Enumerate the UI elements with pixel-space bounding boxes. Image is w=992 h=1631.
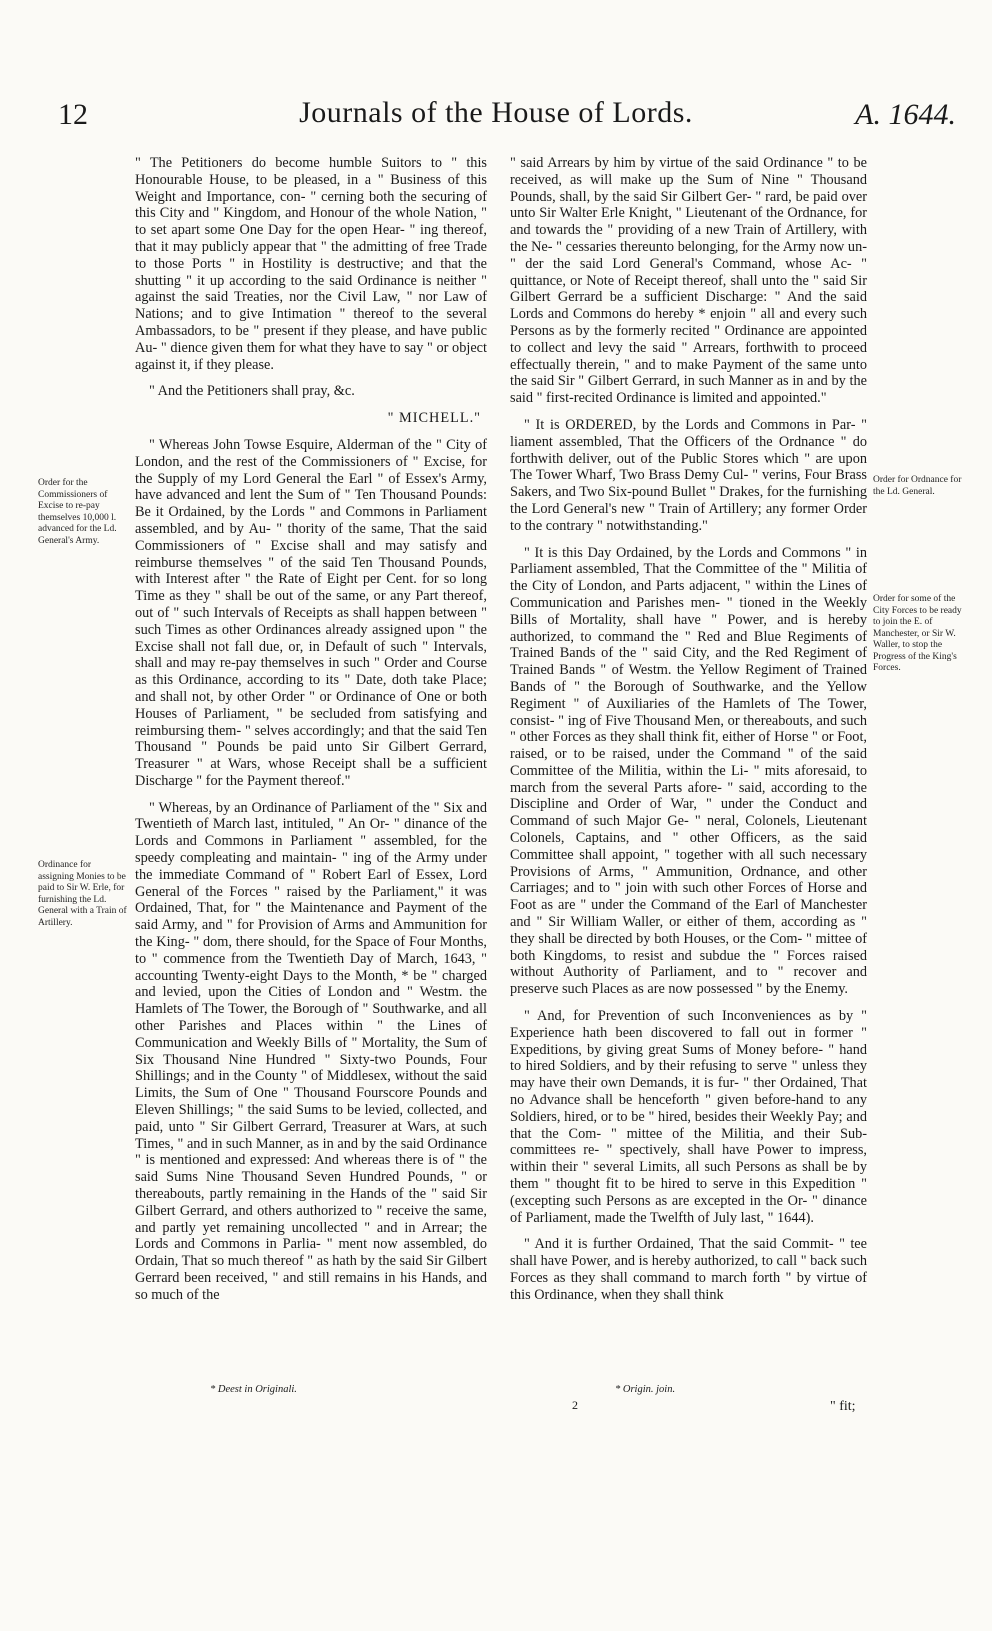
catchword: " fit; (830, 1399, 856, 1414)
running-title: Journals of the House of Lords. (299, 96, 693, 129)
margin-note-gerrard-ordinance: Ordinance for assigning Monies to be paid to Sir W. Erle, for furnishing the Ld. General with a Train of Artillery. (38, 860, 127, 928)
margin-note-city-forces-order: Order for some of the City Forces to be ready to join the E. of Manchester, or Sir W. Waller, to stop the Progress of the King's Forces. (873, 594, 962, 673)
prevention-paragraph: " And, for Prevention of such Inconveniences as by " Experience hath been discovered to fall out in former " Expeditions, by giving great Sums of Money before- " hand to hired Soldiers, and by their refusing to serve " unless they may have their own Demands, it is fur- " ther Ordained, That no Advance shall be henceforth " given before-hand to any Soldiers, hired, or to be " hired, besides their Weekly Pay; and that the Com- " mittee of the Militia, and their Sub-committees re- " spectively, shall have Power to impress, within their " several Limits, all such Persons as shall be by them " thought fit to be hired to serve in this Expedition " (excepting such Persons as are excepted in the Or- " dinance of Parliament, made the Twelfth of July last, " 1644). (510, 1008, 867, 1226)
militia-order-paragraph: " It is this Day Ordained, by the Lords and Commons " in Parliament assembled, That the Committee of the " Militia of the City of London, and Parts adjacent, " within the Lines of Communication and Parishes men- " tioned in the Weekly Bills of Mortality, shall have " Power, and is hereby authorized, to command the " Red and Blue Regiments of Trained Bands of the " said City, and the Red Regiment of Trained Bands " of Westm. the Yellow Regiment of Trained Bands of " the Borough of Southwarke, and the Yellow Regiment " of Auxiliaries of the Hamlets of The Tower, consist- " ing of Five Thousand Men, or thereabouts, and such " other Forces as they shall think fit, either of Horse " or Foot, raised, or to be raised, under the Command " of the said Committee of the Militia, within the Li- " mits aforesaid, to march from the several Parts afore- " said, according to the Discipline and Order of War, " under the Conduct and Command of such Major Ge- " neral, Colonels, Lieutenant Colonels, Captains, and " other Officers, as the said Committee shall appoint, " together with all such necessary Provisions of Arms, " Ammunition, Ordnance, and other Carriages; and to " join with such other Forces of Horse and Foot as are " under the Command of the Earl of Manchester and " Sir William Waller, or either of them, according as " they shall be directed by both Houses, or the Com- " mittee of both Kingdoms, to resist and subdue the " Forces raised without Authority of Parliament, and to " recover and preserve such Places as are now possessed " by the Enemy. (510, 544, 867, 998)
petition-paragraph: " The Petitioners do become humble Suitors to " this Honourable House, to be pleased, in a " Business of this Weight and Importance, con- " cerning both the securing of this City and " Kingdom, and Honour of the whole Nation, " to set apart some One Day for the open Hear- " ing thereof, that it may publicly appear that " the admitting of free Trade to those Ports " in Hostility is destructive; and that the shutting " it up according to the said Ordinance is neither " against the said Treaties, nor the Civil Law, " nor Law of Nations; and to give Intimation " thereof to the several Ambassadors, to be " present if they please, and have public Au- " dience given them for what they have to say " or object against it, if they please. (135, 155, 487, 373)
ordnance-order-paragraph: " It is ORDERED, by the Lords and Commons in Par- " liament assembled, That the Officers of the Ordnance " do forthwith deliver, out of the Public Stores which " are upon The Tower Wharf, Two Brass Demy Cul- " verins, Four Brass Sakers, and Two Six-pound Bullet " Drakes, for the furnishing the Lord General's new " Train of Artillery; any former Order to the contrary " notwithstanding." (510, 416, 867, 534)
signature-line: " MICHELL." (387, 410, 481, 427)
excise-ordinance-paragraph: " Whereas John Towse Esquire, Alderman of the " City of London, and the rest of the Commissioners of " Excise, for the Supply of my Lord General the Earl " of Essex's Army, have advanced and lent the Sum of " Ten Thousand Pounds: Be it Ordained, by the Lords " and Commons in Parliament assembled, and by Au- " thority of the same, That the said Commissioners of " Excise shall and may satisfy and reimburse themselves " of the said Ten Thousand Pounds, with Interest after " the Rate of Eight per Cent. for so long Time as they " shall be out of the same, or any Part thereof, out of " such Intervals of Receipts as shall happen between " such Times as other Ordinances already assigned upon " the Excise shall not fall due, or, in Default of such " Intervals, shall and may re-pay themselves in such " Order and Course as this Ordinance, according to its " Date, doth take Place; and shall not, by other Order " or Ordinance of One or both Houses of Parliament, " be secluded from satisfying and reimbursing them- " selves accordingly; and that the said Ten Thousand " Pounds be paid unto Sir Gilbert Gerrard, Treasurer " at Wars, whose Receipt shall be a sufficient Discharge " for the Payment thereof." (135, 436, 487, 789)
left-column (135, 155, 487, 1314)
artillery-ordinance-continued: " said Arrears by him by virtue of the said Ordinance " to be received, as will make up the Sum of Nine " Thousand Pounds, shall, by the said Sir Gilbert Ger- " rard, be paid over unto Sir Walter Erle Knight, " Lieutenant of the Ordnance, for and towards the " providing of a new Train of Artillery, with the Ne- " cessaries thereunto belonging, for the Army now un- " der the said Lord General's Command, whose Ac- " quittance, or Note of Receipt thereof, shall unto the " said Sir Gilbert Gerrard be a sufficient Discharge: " And the said Lords and Commons do hereby * enjoin " all and every such Persons as by the formerly recited " Ordinance are appointed to collect and levy the said " Arrears, forthwith to proceed effectually therein, " and to make Payment of the same unto the said Sir " Gilbert Gerrard, in such Manner as in and by the said " first-recited Ordinance is limited and appointed." (510, 155, 867, 407)
page-number: 12 (58, 98, 88, 131)
footnote-left: * Deest in Originali. (210, 1384, 297, 1395)
page-header (0, 96, 992, 140)
footnote-right: * Origin. join. (615, 1384, 676, 1395)
margin-note-excise-order: Order for the Commissioners of Excise to re-pay themselves 10,000 l. advanced for the Ld. General's Army. (38, 478, 117, 546)
margin-note-ordnance-order: Order for Ordnance for the Ld. General. (873, 475, 962, 497)
right-column (510, 155, 867, 1314)
recall-paragraph: " And it is further Ordained, That the said Commit- " tee shall have Power, and is hereby authorized, to call " back such Forces as they shall command to march forth " by virtue of this Ordinance, when they shall think (510, 1236, 867, 1303)
sheet-signature: 2 (572, 1398, 578, 1412)
header-year: A. 1644. (855, 98, 956, 131)
artillery-ordinance-paragraph: " Whereas, by an Ordinance of Parliament of the " Six and Twentieth of March last, intituled, " An Or- " dinance of the Lords and Commons in Parliament " assembled, for the speedy compleating and maintain- " ing of the Army under the immediate Command of " Robert Earl of Essex, Lord General of the Forces " raised by the Parliament," it was Ordained, That, for " the Maintenance and Payment of the said Army, and " for Provision of Arms and Ammunition for the King- " dom, there should, for the Space of Four Months, to " commence from the Twentieth Day of March, 1643, " accounting Twenty-eight Days to the Month, * be " charged and levied, upon the Cities of London and " Westm. the Hamlets of The Tower, the Borough of " Southwarke, and all other Parishes and Places within " the Lines of Communication and Weekly Bills of " Mortality, the Sum of Six Thousand Nine Hundred " Sixty-two Pounds, Four Shillings; and in the County " of Middlesex, without the said Limits, the Sum of One " Thousand Fourscore Pounds and Eleven Shillings; " the said Sums to be levied, collected, and paid, unto " Sir Gilbert Gerrard, Treasurer at Wars, at such Times, " and in such Manner, as in and by the said Ordinance " is mentioned and expressed: And whereas there is of " the said Sums Nine Thousand Seven Hundred Pounds, " or thereabouts, partly remaining in the Hands of the " said Sir Gilbert Gerrard, and others authorized to " receive the same, and partly yet remaining uncollected " and in Arrear; the Lords and Commons in Parlia- " ment now assembled, do Ordain, That so much thereof " as hath by the said Sir Gilbert Gerrard been received, " and still remains in his Hands, and so much of the (135, 799, 487, 1303)
prayer-line: " And the Petitioners shall pray, &c. (149, 383, 355, 400)
